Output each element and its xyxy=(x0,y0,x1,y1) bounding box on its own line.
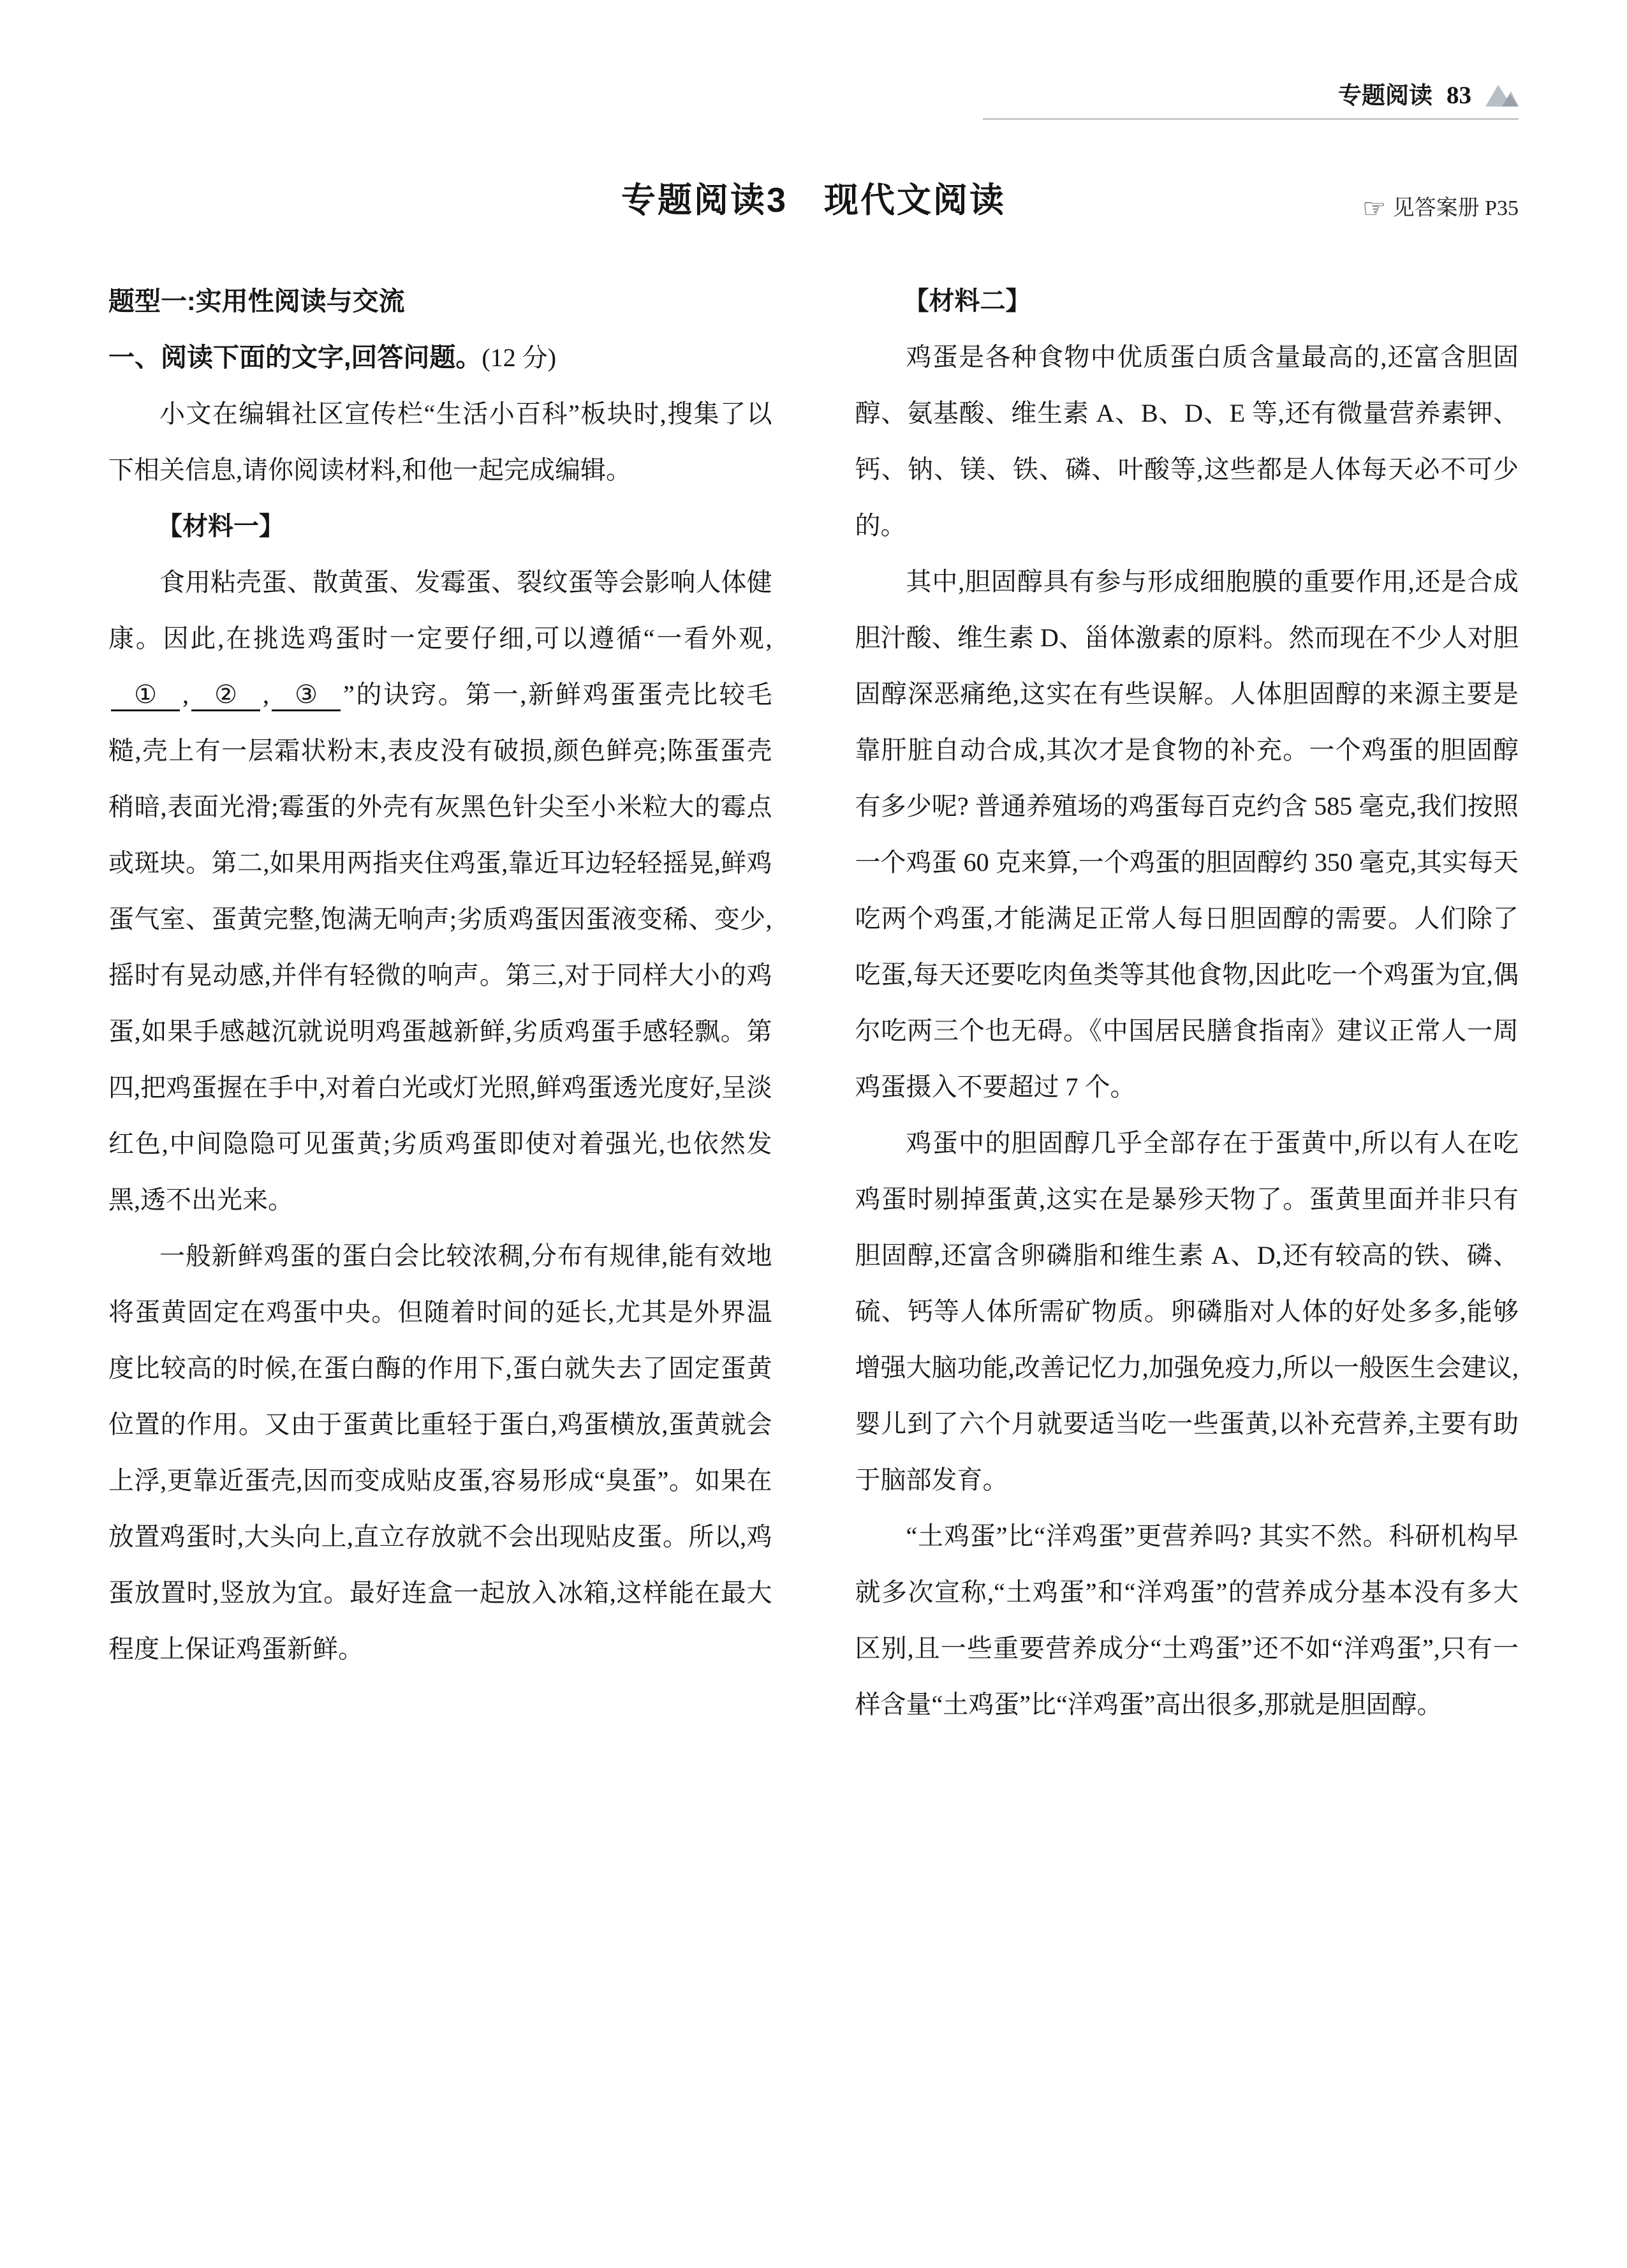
answer-ref-text: 见答案册 P35 xyxy=(1392,196,1519,220)
material-one-label: 【材料一】 xyxy=(157,512,284,540)
header-divider xyxy=(983,118,1519,120)
answer-reference xyxy=(1362,190,1519,225)
fill-in-blank-line: ② xyxy=(191,680,260,711)
page-title: 专题阅读3 现代文阅读 xyxy=(621,181,1006,219)
right-column xyxy=(855,273,1519,1733)
material-two-label: 【材料二】 xyxy=(903,287,1031,315)
corner-arrow-icon xyxy=(1485,85,1519,107)
header-page-number: 83 xyxy=(1447,82,1471,109)
body-paragraph: 一般新鲜鸡蛋的蛋白会比较浓稠,分布有规律,能有效地将蛋黄固定在鸡蛋中央。但随着时间的延长,尤其是外界温度比较高的时候,在蛋白酶的作用下,蛋白就失去了固定蛋黄位置的作用。又由于蛋黄比重轻于蛋白,鸡蛋横放,蛋黄就会上浮,更靠近蛋壳,因而变成贴皮蛋,容易形成“臭蛋”。如果在放置鸡蛋时,大头向上,直立存放就不会出现贴皮蛋。所以,鸡蛋放置时,竖放为宜。最好连盒一起放入冰箱,这样能在最大程度上保证鸡蛋新鲜。 xyxy=(108,1241,772,1663)
question-heading xyxy=(108,329,772,386)
fill-in-blank-line: ③ xyxy=(272,680,341,711)
page-header xyxy=(108,83,1519,108)
question-score: (12 分) xyxy=(482,343,557,372)
question-type-heading: 题型一:实用性阅读与交流 xyxy=(108,286,405,316)
body-paragraph: “土鸡蛋”比“洋鸡蛋”更营养吗? 其实不然。科研机构早就多次宣称,“土鸡蛋”和“洋鸡蛋”的营养成分基本没有多大区别,且一些重要营养成分“土鸡蛋”还不如“洋鸡蛋”,只有一样含量“土鸡蛋”比“洋鸡蛋”高出很多,那就是胆固醇。 xyxy=(855,1522,1519,1719)
two-column-layout xyxy=(108,273,1519,1733)
title-row xyxy=(108,170,1519,231)
body-paragraph: 鸡蛋中的胆固醇几乎全部存在于蛋黄中,所以有人在吃鸡蛋时剔掉蛋黄,这实在是暴殄天物了。蛋黄里面并非只有胆固醇,还富含卵磷脂和维生素 A、D,还有较高的铁、磷、硫、钙等人体所需矿物质。卵磷脂对人体的好处多多,能够增强大脑功能,改善记忆力,加强免疫力,所以一般医生会建议,婴儿到了六个月就要适当吃一些蛋黄,以补充营养,主要有助于脑部发育。 xyxy=(855,1129,1519,1494)
header-section-label: 专题阅读 xyxy=(1338,82,1432,108)
body-paragraph: 鸡蛋是各种食物中优质蛋白质含量最高的,还富含胆固醇、氨基酸、维生素 A、B、D、E 等,还有微量营养素钾、钙、钠、镁、铁、磷、叶酸等,这些都是人体每天必不可少的。 xyxy=(855,343,1519,540)
pointing-hand-icon: ☞ xyxy=(1362,195,1387,224)
question-heading-text: 一、阅读下面的文字,回答问题。 xyxy=(108,343,482,372)
material-one-body xyxy=(108,554,772,1677)
material-two-body xyxy=(855,329,1519,1733)
body-paragraph: 其中,胆固醇具有参与形成细胞膜的重要作用,还是合成胆汁酸、维生素 D、甾体激素的原料。然而现在不少人对胆固醇深恶痛绝,这实在有些误解。人体胆固醇的来源主要是靠肝脏自动合成,其次才是食物的补充。一个鸡蛋的胆固醇有多少呢? 普通养殖场的鸡蛋每百克约含 585 毫克,我们按照一个鸡蛋 60 克来算,一个鸡蛋的胆固醇约 350 毫克,其实每天吃两个鸡蛋,才能满足正常人每日胆固醇的需要。人们除了吃蛋,每天还要吃肉鱼类等其他食物,因此吃一个鸡蛋为宜,偶尔吃两三个也无碍。《中国居民膳食指南》建议正常人一周鸡蛋摄入不要超过 7 个。 xyxy=(855,567,1519,1101)
fill-in-blank-line: ① xyxy=(111,680,180,711)
body-paragraph: 食用粘壳蛋、散黄蛋、发霉蛋、裂纹蛋等会影响人体健康。因此,在挑选鸡蛋时一定要仔细,可以遵循“一看外观,① , ② , ③ ”的诀窍。第一,新鲜鸡蛋蛋壳比较毛糙,壳上有一层霜状粉末,表皮没有破损,颜色鲜亮;陈蛋蛋壳稍暗,表面光滑;霉蛋的外壳有灰黑色针尖至小米粒大的霉点或斑块。第二,如果用两指夹住鸡蛋,靠近耳边轻轻摇晃,鲜鸡蛋气室、蛋黄完整,饱满无响声;劣质鸡蛋因蛋液变稀、变少,摇时有晃动感,并伴有轻微的响声。第三,对于同样大小的鸡蛋,如果手感越沉就说明鸡蛋越新鲜,劣质鸡蛋手感轻飘。第四,把鸡蛋握在手中,对着白光或灯光照,鲜鸡蛋透光度好,呈淡红色,中间隐隐可见蛋黄;劣质鸡蛋即使对着强光,也依然发黑,透不出光来。 xyxy=(108,568,772,1214)
left-column xyxy=(108,273,772,1733)
intro-paragraph: 小文在编辑社区宣传栏“生活小百科”板块时,搜集了以下相关信息,请你阅读材料,和他一起完成编辑。 xyxy=(108,399,772,484)
